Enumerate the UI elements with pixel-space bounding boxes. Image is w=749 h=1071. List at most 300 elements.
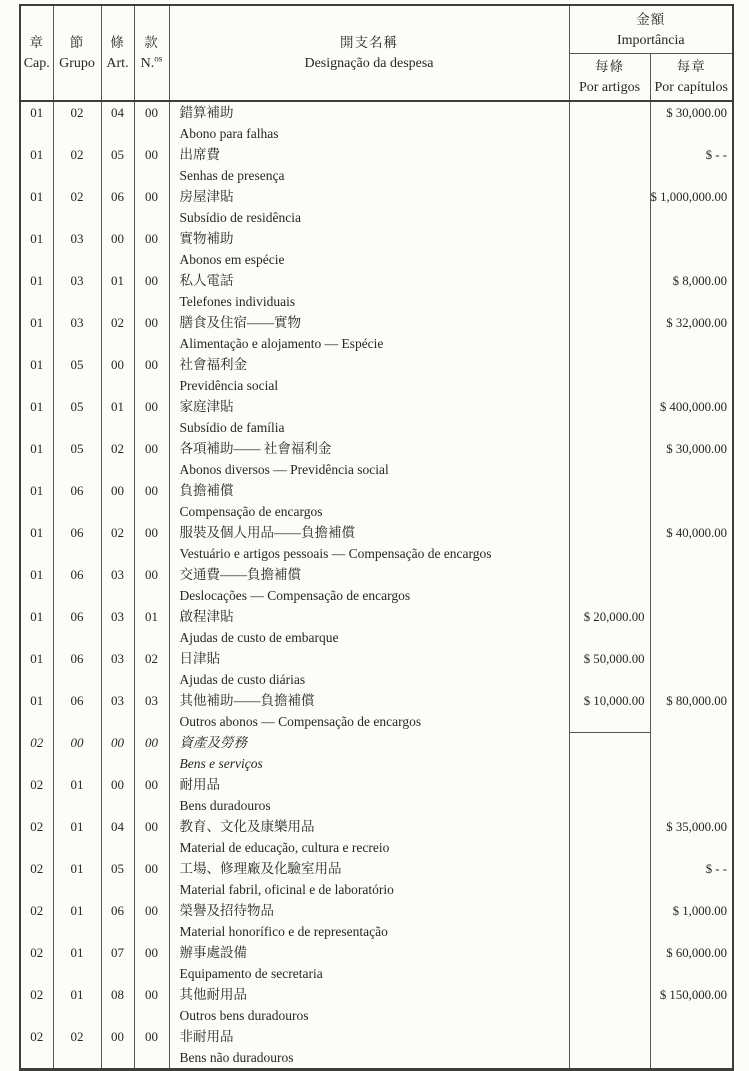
art-cell xyxy=(101,816,134,858)
expense-cell xyxy=(169,774,569,816)
grupo-value: 00 xyxy=(70,735,84,750)
art-cell xyxy=(101,228,134,270)
amount-por-capitulos-cell xyxy=(650,522,733,564)
grupo-value: 03 xyxy=(70,231,84,246)
amount-por-capitulos-cell xyxy=(650,564,733,606)
cap-cell xyxy=(20,522,53,564)
amount-por-artigos-cell xyxy=(569,984,650,1026)
expense-name-cn: 日津貼 xyxy=(179,651,220,666)
art-value: 04 xyxy=(111,819,124,834)
expense-name-pt: Abonos diversos — Previdência social xyxy=(179,461,389,477)
expense-cell xyxy=(169,690,569,732)
header-por-capitulos-pt: Por capítulos xyxy=(654,80,728,95)
expense-name-pt: Senhas de presença xyxy=(179,167,285,183)
art-cell xyxy=(101,480,134,522)
table-row xyxy=(20,774,733,816)
table-row xyxy=(20,228,733,270)
amount-por-capitulos-cell xyxy=(650,438,733,480)
header-cap-pt: Cap. xyxy=(23,56,50,71)
amount-por-artigos-cell xyxy=(569,354,650,396)
expense-cell xyxy=(169,1026,569,1070)
art-cell xyxy=(101,606,134,648)
numero-value: 00 xyxy=(145,567,158,582)
numero-value: 00 xyxy=(145,399,158,414)
header-art xyxy=(101,5,134,101)
art-value: 05 xyxy=(111,861,124,876)
expense-name-pt: Subsídio de residência xyxy=(179,209,301,225)
numero-cell xyxy=(134,900,169,942)
art-cell xyxy=(101,270,134,312)
numero-cell xyxy=(134,1026,169,1070)
numero-value: 00 xyxy=(145,105,158,120)
art-cell xyxy=(101,354,134,396)
amount-por-capitulos-cell xyxy=(650,648,733,690)
amount-por-artigos-cell xyxy=(569,900,650,942)
amount-por-artigos-cell xyxy=(569,606,650,648)
grupo-value: 01 xyxy=(70,777,84,792)
art-value: 00 xyxy=(111,231,124,246)
amount-por-capitulos-cell xyxy=(650,606,733,648)
header-por-artigos-pt: Por artigos xyxy=(578,80,641,95)
expense-cell xyxy=(169,396,569,438)
grupo-cell xyxy=(53,101,101,144)
expense-name-pt: Ajudas de custo de embarque xyxy=(179,629,339,645)
expense-name-pt: Alimentação e alojamento — Espécie xyxy=(179,335,384,351)
amount-por-capitulos-cell xyxy=(650,1026,733,1070)
amount-por-capitulos: $ 80,000.00 xyxy=(666,694,728,708)
cap-cell xyxy=(20,648,53,690)
numero-cell xyxy=(134,354,169,396)
cap-value: 01 xyxy=(30,567,44,582)
expense-name-pt: Bens duradouros xyxy=(179,797,271,813)
grupo-value: 01 xyxy=(70,861,84,876)
grupo-value: 01 xyxy=(70,945,84,960)
expense-cell xyxy=(169,900,569,942)
grupo-cell xyxy=(53,354,101,396)
table-row xyxy=(20,396,733,438)
amount-por-artigos-cell xyxy=(569,438,650,480)
amount-por-artigos-cell xyxy=(569,522,650,564)
cap-cell xyxy=(20,480,53,522)
cap-cell xyxy=(20,942,53,984)
cap-value: 02 xyxy=(30,987,44,1002)
cap-value: 01 xyxy=(30,525,44,540)
grupo-value: 06 xyxy=(70,693,84,708)
grupo-value: 02 xyxy=(70,189,84,204)
art-cell xyxy=(101,942,134,984)
amount-por-artigos-cell xyxy=(569,186,650,228)
amount-por-artigos-cell xyxy=(569,480,650,522)
amount-por-capitulos-cell xyxy=(650,228,733,270)
amount-por-capitulos-cell xyxy=(650,732,733,774)
amount-por-capitulos-cell xyxy=(650,900,733,942)
expense-cell xyxy=(169,648,569,690)
art-value: 02 xyxy=(111,441,124,456)
grupo-cell xyxy=(53,228,101,270)
amount-por-capitulos: $ 40,000.00 xyxy=(666,526,728,540)
amount-por-artigos-cell xyxy=(569,144,650,186)
amount-por-artigos-cell xyxy=(569,648,650,690)
art-cell xyxy=(101,522,134,564)
amount-por-capitulos-cell xyxy=(650,144,733,186)
grupo-cell xyxy=(53,984,101,1026)
grupo-value: 01 xyxy=(70,903,84,918)
header-por-capitulos xyxy=(650,54,733,102)
cap-value: 02 xyxy=(30,735,44,750)
numero-cell xyxy=(134,270,169,312)
amount-por-capitulos: $ 30,000.00 xyxy=(666,106,728,120)
art-cell xyxy=(101,564,134,606)
amount-por-artigos-cell xyxy=(569,774,650,816)
cap-value: 01 xyxy=(30,105,44,120)
header-por-artigos-cn: 每條 xyxy=(595,59,624,74)
expense-cell xyxy=(169,564,569,606)
amount-por-capitulos-cell xyxy=(650,480,733,522)
expense-name-pt: Outros abonos — Compensação de encargos xyxy=(179,713,422,729)
amount-por-capitulos: $ 1,000.00 xyxy=(672,904,728,918)
header-por-capitulos-cn: 每章 xyxy=(676,59,706,74)
expense-name-pt: Material fabril, oficinal e de laboratório xyxy=(179,881,394,897)
header-amount-cn: 金額 xyxy=(636,11,666,27)
table-row xyxy=(20,438,733,480)
header-grupo-cn: 節 xyxy=(69,35,85,50)
header-cap-cn: 章 xyxy=(29,35,44,50)
expense-cell xyxy=(169,606,569,648)
amount-por-artigos-cell xyxy=(569,564,650,606)
amount-por-artigos: $ 50,000.00 xyxy=(583,652,645,666)
table-row xyxy=(20,648,733,690)
header-amount-group xyxy=(569,5,733,54)
numero-value: 00 xyxy=(145,903,158,918)
cap-cell xyxy=(20,858,53,900)
amount-por-artigos: $ 20,000.00 xyxy=(583,610,645,624)
expense-name-cn: 教育、文化及康樂用品 xyxy=(179,819,315,834)
numero-value: 00 xyxy=(145,987,158,1002)
expense-name-pt: Bens não duradouros xyxy=(179,1049,294,1065)
numero-cell xyxy=(134,732,169,774)
grupo-cell xyxy=(53,606,101,648)
expense-name-cn: 工場、修理廠及化驗室用品 xyxy=(179,861,342,876)
grupo-cell xyxy=(53,186,101,228)
table-row xyxy=(20,690,733,732)
table-row xyxy=(20,900,733,942)
art-value: 02 xyxy=(111,315,124,330)
grupo-cell xyxy=(53,144,101,186)
cap-cell xyxy=(20,900,53,942)
expense-cell xyxy=(169,942,569,984)
grupo-cell xyxy=(53,858,101,900)
amount-por-capitulos: $ - - xyxy=(705,862,728,876)
cap-value: 02 xyxy=(30,861,44,876)
art-value: 03 xyxy=(111,609,124,624)
header-grupo-pt: Grupo xyxy=(59,56,95,71)
art-cell xyxy=(101,101,134,144)
expense-name-pt: Deslocações — Compensação de encargos xyxy=(179,587,411,603)
table-row xyxy=(20,144,733,186)
cap-cell xyxy=(20,396,53,438)
expense-name-cn: 私人電話 xyxy=(179,273,234,288)
expense-cell xyxy=(169,186,569,228)
expense-cell xyxy=(169,480,569,522)
expense-name-pt: Material honorífico e de representação xyxy=(179,923,388,939)
numero-value: 00 xyxy=(145,861,158,876)
expense-name-pt: Telefones individuais xyxy=(179,293,296,309)
expense-name-cn: 辦事處設備 xyxy=(179,945,247,960)
numero-cell xyxy=(134,228,169,270)
expense-cell xyxy=(169,101,569,144)
cap-cell xyxy=(20,270,53,312)
art-value: 01 xyxy=(111,399,124,414)
table-row xyxy=(20,480,733,522)
grupo-value: 05 xyxy=(70,441,84,456)
art-value: 00 xyxy=(111,1029,124,1044)
header-por-artigos xyxy=(569,54,650,102)
art-cell xyxy=(101,186,134,228)
cap-value: 02 xyxy=(30,903,44,918)
expense-cell xyxy=(169,732,569,774)
numero-value: 00 xyxy=(145,315,158,330)
grupo-cell xyxy=(53,396,101,438)
grupo-value: 02 xyxy=(70,147,84,162)
amount-por-artigos-cell xyxy=(569,312,650,354)
numero-cell xyxy=(134,396,169,438)
cap-cell xyxy=(20,312,53,354)
cap-cell xyxy=(20,606,53,648)
expense-cell xyxy=(169,816,569,858)
table-row xyxy=(20,186,733,228)
cap-cell xyxy=(20,228,53,270)
art-value: 03 xyxy=(111,693,124,708)
cap-cell xyxy=(20,774,53,816)
table-row xyxy=(20,270,733,312)
numero-value: 00 xyxy=(145,147,158,162)
art-value: 01 xyxy=(111,273,124,288)
numero-value: 00 xyxy=(145,735,158,750)
numero-value: 00 xyxy=(145,1029,158,1044)
amount-por-capitulos-cell xyxy=(650,312,733,354)
expense-name-cn: 膳食及住宿——實物 xyxy=(179,315,301,330)
amount-por-artigos-cell xyxy=(569,732,650,774)
art-cell xyxy=(101,858,134,900)
grupo-value: 05 xyxy=(70,357,84,372)
numero-cell xyxy=(134,186,169,228)
cap-value: 01 xyxy=(30,651,44,666)
expense-name-cn: 實物補助 xyxy=(179,231,234,246)
cap-value: 02 xyxy=(30,945,44,960)
cap-cell xyxy=(20,1026,53,1070)
expense-name-pt: Previdência social xyxy=(179,377,279,393)
table-body xyxy=(20,101,733,1070)
numero-cell xyxy=(134,858,169,900)
expense-name-cn: 交通費——負擔補償 xyxy=(179,567,301,582)
cap-value: 01 xyxy=(30,189,44,204)
art-cell xyxy=(101,648,134,690)
numero-cell xyxy=(134,774,169,816)
expense-cell xyxy=(169,144,569,186)
header-numero-pt: N.$^{os}$ xyxy=(140,53,163,71)
table-row xyxy=(20,858,733,900)
expense-cell xyxy=(169,858,569,900)
table-row xyxy=(20,984,733,1026)
table-row xyxy=(20,606,733,648)
header-amount-pt: Importância xyxy=(616,32,685,48)
art-value: 07 xyxy=(111,945,124,960)
table-header xyxy=(20,5,733,101)
amount-por-capitulos: $ 150,000.00 xyxy=(659,988,728,1002)
expense-name-pt: Equipamento de secretaria xyxy=(179,965,323,981)
art-cell xyxy=(101,732,134,774)
amount-por-capitulos-cell xyxy=(650,942,733,984)
expense-name-pt: Compensação de encargos xyxy=(179,503,323,519)
expense-name-pt: Material de educação, cultura e recreio xyxy=(179,839,390,855)
header-cap xyxy=(20,5,53,101)
amount-por-capitulos-cell xyxy=(650,858,733,900)
numero-value: 03 xyxy=(145,693,158,708)
amount-por-capitulos-cell xyxy=(650,816,733,858)
numero-value: 00 xyxy=(145,273,158,288)
numero-cell xyxy=(134,648,169,690)
amount-por-capitulos-cell xyxy=(650,396,733,438)
amount-por-artigos-cell xyxy=(569,942,650,984)
grupo-cell xyxy=(53,564,101,606)
grupo-cell xyxy=(53,312,101,354)
grupo-value: 01 xyxy=(70,819,84,834)
grupo-cell xyxy=(53,942,101,984)
cap-value: 01 xyxy=(30,147,44,162)
amount-por-capitulos-cell xyxy=(650,774,733,816)
numero-cell xyxy=(134,690,169,732)
amount-por-capitulos-cell xyxy=(650,690,733,732)
amount-por-capitulos-cell xyxy=(650,984,733,1026)
header-designacao-cn: 開支名稱 xyxy=(340,35,398,50)
amount-por-capitulos: $ 30,000.00 xyxy=(666,442,728,456)
expense-name-cn: 資產及勞務 xyxy=(179,735,247,750)
expense-cell xyxy=(169,438,569,480)
numero-cell xyxy=(134,312,169,354)
table-row xyxy=(20,564,733,606)
cap-value: 01 xyxy=(30,609,44,624)
numero-cell xyxy=(134,522,169,564)
header-numero xyxy=(134,5,169,101)
cap-cell xyxy=(20,690,53,732)
cap-cell xyxy=(20,186,53,228)
amount-por-capitulos: $ - - xyxy=(705,148,728,162)
table-row xyxy=(20,1026,733,1070)
grupo-value: 06 xyxy=(70,609,84,624)
amount-por-capitulos-cell xyxy=(650,270,733,312)
numero-value: 02 xyxy=(145,651,158,666)
numero-value: 01 xyxy=(145,609,158,624)
table-row xyxy=(20,732,733,774)
amount-por-artigos-cell xyxy=(569,270,650,312)
table-row xyxy=(20,312,733,354)
grupo-value: 03 xyxy=(70,315,84,330)
expense-name-cn: 負擔補償 xyxy=(179,483,234,498)
expense-name-cn: 榮譽及招待物品 xyxy=(179,903,274,918)
expense-name-cn: 社會福利金 xyxy=(179,357,247,372)
art-value: 00 xyxy=(111,483,124,498)
cap-value: 01 xyxy=(30,273,44,288)
grupo-value: 02 xyxy=(70,105,84,120)
numero-cell xyxy=(134,606,169,648)
numero-cell xyxy=(134,480,169,522)
grupo-value: 06 xyxy=(70,483,84,498)
art-cell xyxy=(101,438,134,480)
header-numero-cn: 款 xyxy=(144,35,159,50)
numero-value: 00 xyxy=(145,945,158,960)
header-grupo xyxy=(53,5,101,101)
art-value: 00 xyxy=(111,735,124,750)
grupo-cell xyxy=(53,438,101,480)
grupo-cell xyxy=(53,732,101,774)
numero-value: 00 xyxy=(145,777,158,792)
expense-cell xyxy=(169,354,569,396)
cap-cell xyxy=(20,732,53,774)
expense-name-pt: Abonos em espécie xyxy=(179,251,285,267)
grupo-cell xyxy=(53,1026,101,1070)
expense-name-cn: 其他補助——負擔補償 xyxy=(179,693,315,708)
cap-cell xyxy=(20,438,53,480)
expense-cell xyxy=(169,522,569,564)
expense-name-pt: Ajudas de custo diárias xyxy=(179,671,306,687)
cap-value: 01 xyxy=(30,399,44,414)
table-row xyxy=(20,354,733,396)
numero-cell xyxy=(134,942,169,984)
art-cell xyxy=(101,690,134,732)
art-value: 05 xyxy=(111,147,124,162)
amount-por-capitulos: $ 8,000.00 xyxy=(672,274,728,288)
amount-por-artigos-cell xyxy=(569,858,650,900)
header-art-cn: 條 xyxy=(110,35,125,50)
art-cell xyxy=(101,144,134,186)
expense-name-cn: 其他耐用品 xyxy=(179,987,247,1002)
numero-value: 00 xyxy=(145,525,158,540)
numero-value: 00 xyxy=(145,189,158,204)
amount-por-capitulos: $ 400,000.00 xyxy=(659,400,728,414)
amount-por-capitulos: $ 35,000.00 xyxy=(666,820,728,834)
expense-name-cn: 房屋津貼 xyxy=(179,189,234,204)
numero-value: 00 xyxy=(145,357,158,372)
cap-value: 01 xyxy=(30,231,44,246)
grupo-cell xyxy=(53,648,101,690)
grupo-cell xyxy=(53,690,101,732)
grupo-value: 01 xyxy=(70,987,84,1002)
numero-cell xyxy=(134,564,169,606)
header-designacao xyxy=(169,5,569,101)
numero-cell xyxy=(134,816,169,858)
expense-name-cn: 各項補助—— 社會福利金 xyxy=(179,441,332,456)
cap-cell xyxy=(20,564,53,606)
numero-value: 00 xyxy=(145,483,158,498)
amount-por-artigos-cell xyxy=(569,101,650,144)
art-value: 03 xyxy=(111,651,124,666)
amount-por-artigos-cell xyxy=(569,690,650,732)
grupo-value: 06 xyxy=(70,525,84,540)
cap-value: 01 xyxy=(30,315,44,330)
amount-por-capitulos-cell xyxy=(650,186,733,228)
expense-name-pt: Outros bens duradouros xyxy=(179,1007,309,1023)
numero-value: 00 xyxy=(145,231,158,246)
table-row xyxy=(20,101,733,144)
expense-name-cn: 啟程津貼 xyxy=(179,609,234,624)
amount-por-capitulos-cell xyxy=(650,101,733,144)
cap-cell xyxy=(20,354,53,396)
art-value: 02 xyxy=(111,525,124,540)
art-value: 04 xyxy=(111,105,124,120)
grupo-value: 02 xyxy=(70,1029,84,1044)
amount-por-capitulos: $ 32,000.00 xyxy=(666,316,728,330)
numero-cell xyxy=(134,438,169,480)
